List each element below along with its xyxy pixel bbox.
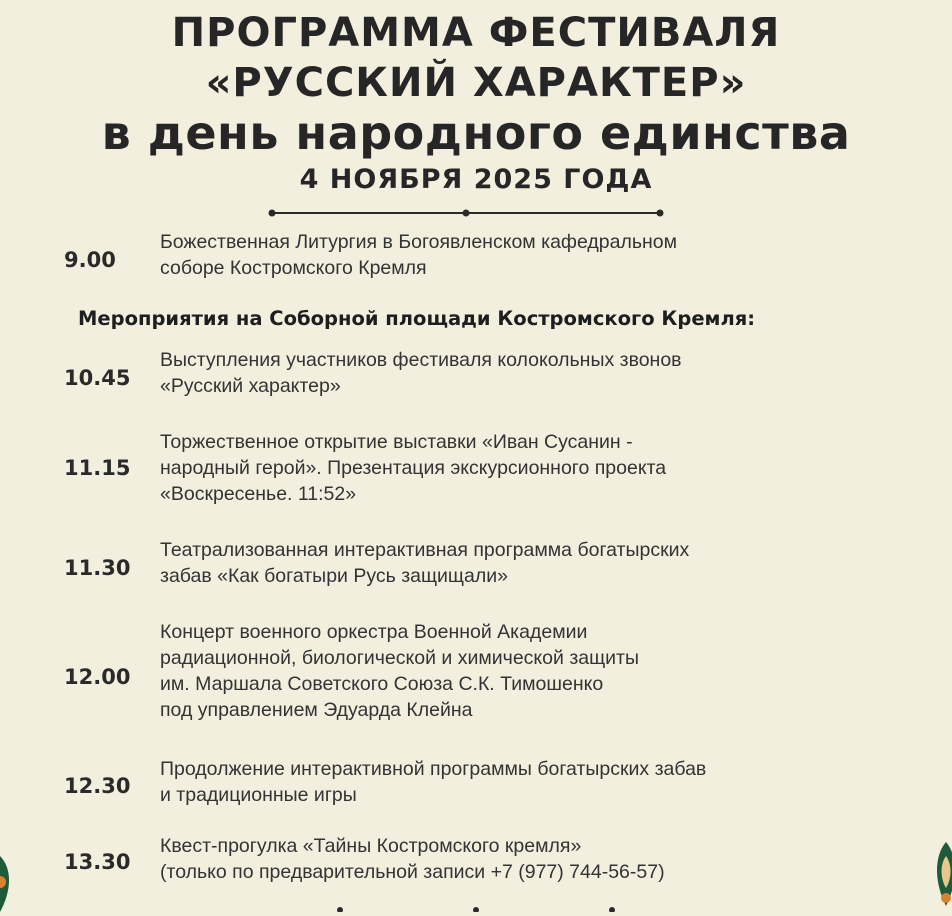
- event-time: 11.15: [64, 456, 131, 480]
- event-description-line: и традиционные игры: [160, 784, 357, 806]
- event-description-line: Выступления участников фестиваля колокольных звонов: [160, 349, 682, 371]
- floral-ornament-icon: [930, 836, 952, 906]
- event-description: [160, 347, 920, 399]
- section-heading: Мероприятия на Соборной площади Костромского Кремля:: [78, 307, 756, 330]
- event-description: [160, 429, 920, 507]
- floral-ornament-icon: [0, 846, 16, 916]
- event-time: 12.30: [64, 774, 131, 798]
- festival-date: 4 НОЯБРЯ 2025 ГОДА: [299, 164, 653, 195]
- event-description-line: им. Маршала Советского Союза С.К. Тимошенко: [160, 673, 604, 695]
- ornamental-divider: [0, 200, 952, 226]
- event-description: [160, 756, 920, 808]
- event-description: [160, 229, 920, 281]
- event-description-line: Торжественное открытие выставки «Иван Сусанин -: [160, 431, 633, 453]
- event-description-line: «Русский характер»: [160, 375, 341, 397]
- event-description-line: под управлением Эдуарда Клейна: [160, 699, 473, 721]
- event-description-line: (только по предварительной записи +7 (977) 744-56-57): [160, 861, 665, 883]
- event-time: 10.45: [64, 366, 131, 390]
- ornamental-divider-bottom: [300, 900, 652, 912]
- event-description: [160, 537, 920, 589]
- event-time: 13.30: [64, 850, 131, 874]
- event-description-line: Продолжение интерактивной программы богатырских забав: [160, 758, 707, 780]
- page-title-line-2: «РУССКИЙ ХАРАКТЕР»: [205, 60, 747, 106]
- page-title-line-1: ПРОГРАММА ФЕСТИВАЛЯ: [171, 10, 781, 56]
- event-time: 9.00: [64, 248, 116, 272]
- event-description: [160, 619, 920, 723]
- event-time: 12.00: [64, 665, 131, 689]
- event-time: 11.30: [64, 556, 131, 580]
- page-subtitle: в день народного единства: [101, 106, 851, 160]
- event-description-line: Концерт военного оркестра Военной Академии: [160, 621, 588, 643]
- event-description-line: радиационной, биологической и химической защиты: [160, 647, 639, 669]
- event-description-line: забав «Как богатыри Русь защищали»: [160, 565, 508, 587]
- event-description-line: Божественная Литургия в Богоявленском кафедральном: [160, 231, 678, 253]
- event-description-line: народный герой». Презентация экскурсионного проекта: [160, 457, 667, 479]
- event-description-line: Театрализованная интерактивная программа богатырских: [160, 539, 690, 561]
- event-description: [160, 833, 920, 885]
- event-description-line: Квест-прогулка «Тайны Костромского кремля»: [160, 835, 582, 857]
- event-description-line: «Воскресенье. 11:52»: [160, 483, 357, 505]
- event-description-line: соборе Костромского Кремля: [160, 257, 427, 279]
